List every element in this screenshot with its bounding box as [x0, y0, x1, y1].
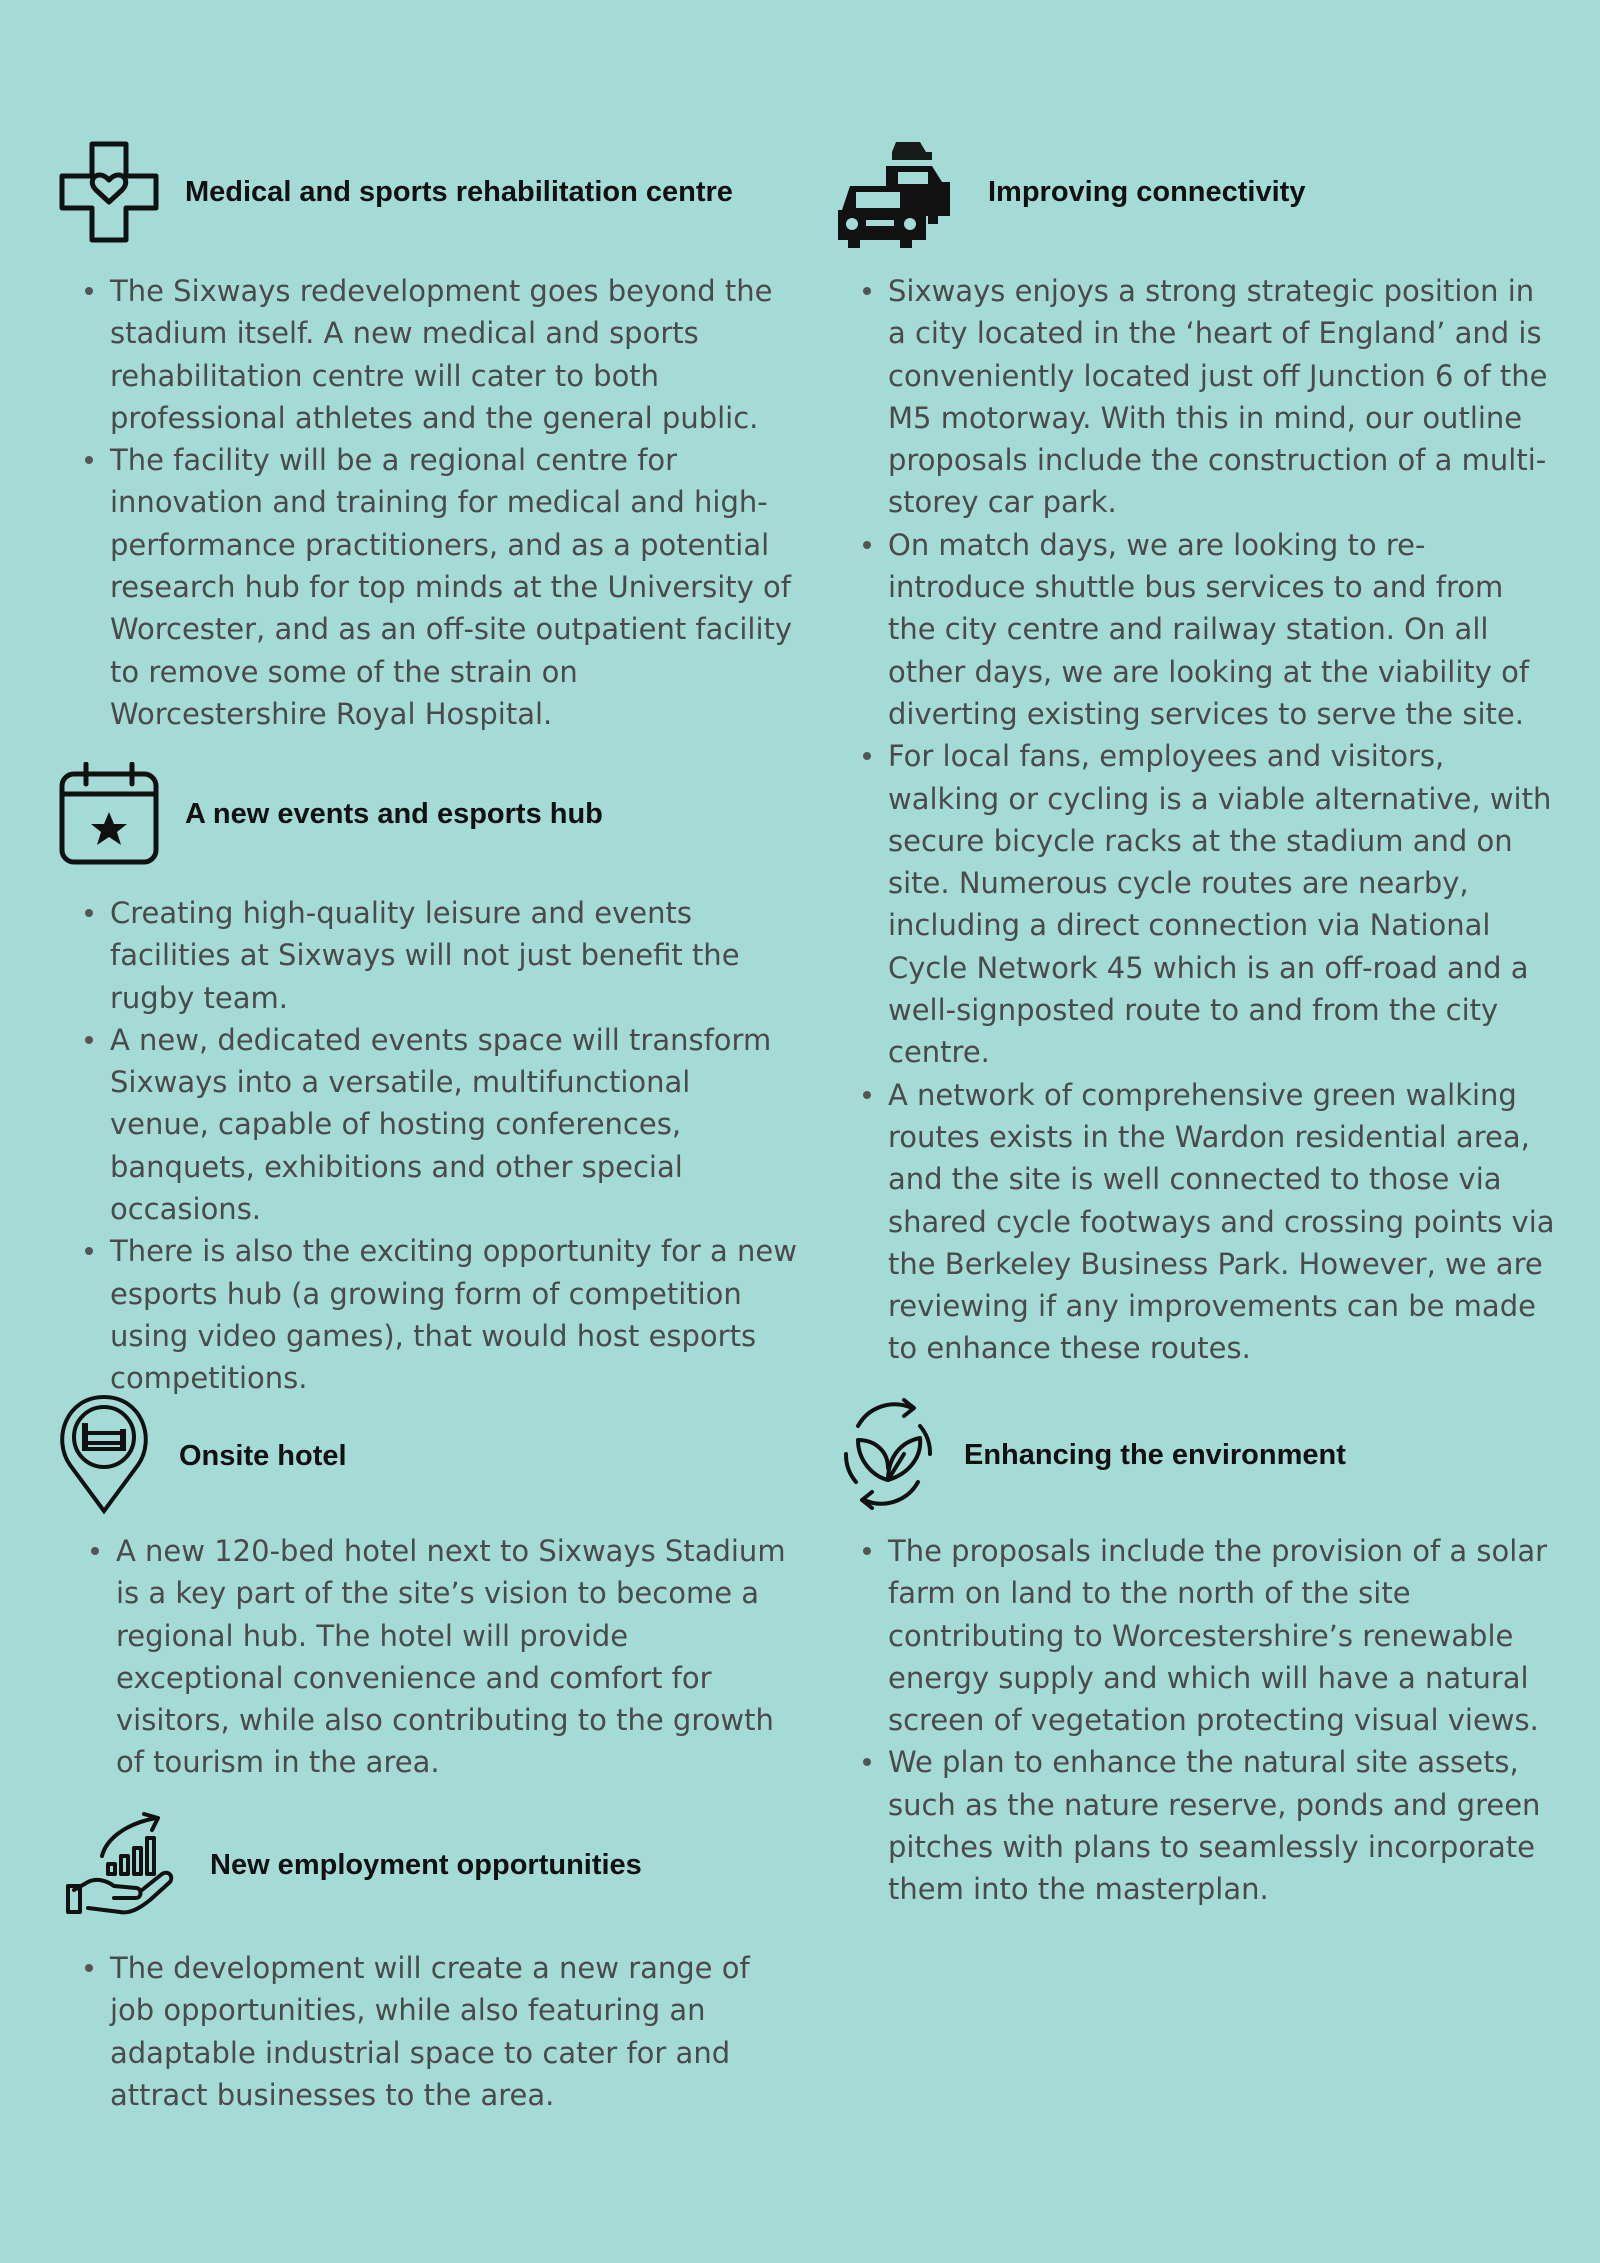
- list-item: We plan to enhance the natural site assets, such as the nature reserve, ponds and green pitches with plans to seamlessly incorporate them into the masterplan.: [888, 1741, 1556, 1910]
- list-item: For local fans, employees and visitors, walking or cycling is a viable alternative, with secure bicycle racks at the stadium and on site. Numerous cycle routes are nearby, including a direct connection via National Cycle Network 45 which is an off-road and a well-signposted route to and from the city centre.: [888, 735, 1556, 1073]
- bullet-list: [58, 270, 798, 735]
- section-title: Improving connectivity: [988, 176, 1306, 208]
- location-pin-bed-icon: [58, 1393, 150, 1515]
- medical-cross-heart-icon: [58, 140, 160, 244]
- list-item: The development will create a new range of job opportunities, while also featuring an adaptable industrial space to cater for and attract businesses to the area.: [110, 1947, 798, 2116]
- section-title: Enhancing the environment: [964, 1439, 1346, 1471]
- list-item: On match days, we are looking to re-introduce shuttle bus services to and from the city centre and railway station. On all other days, we are looking at the viability of diverting existing services to serve the site.: [888, 524, 1556, 735]
- bullet-list: [58, 892, 798, 1400]
- section-title: New employment opportunities: [210, 1849, 642, 1881]
- list-item: A network of comprehensive green walking routes exists in the Wardon residential area, and the site is well connected to those via shared cycle footways and crossing points via the Berkeley Business Park. However, we are reviewing if any improvements can be made to enhance these routes.: [888, 1074, 1556, 1370]
- list-item: Creating high-quality leisure and events facilities at Sixways will not just benefit the rugby team.: [110, 892, 798, 1019]
- list-item: There is also the exciting opportunity for a new esports hub (a growing form of competition using video games), that would host esports competitions.: [110, 1230, 798, 1399]
- cars-icon: [836, 140, 964, 248]
- bullet-list: [64, 1530, 798, 1784]
- hand-growth-chart-icon: [66, 1812, 178, 1922]
- calendar-star-icon: [58, 762, 160, 866]
- list-item: A new 120-bed hotel next to Sixways Stadium is a key part of the site’s vision to become a regional hub. The hotel will provide exceptional convenience and comfort for visitors, while also contributing to the growth of tourism in the area.: [116, 1530, 798, 1784]
- bullet-list: [836, 1530, 1556, 1911]
- leaf-recycle-icon: [836, 1396, 940, 1512]
- list-item: Sixways enjoys a strong strategic position in a city located in the ‘heart of England’ and is conveniently located just off Junction 6 of the M5 motorway. With this in mind, our outline proposals include the construction of a multi-storey car park.: [888, 270, 1556, 524]
- list-item: The Sixways redevelopment goes beyond the stadium itself. A new medical and sports rehabilitation centre will cater to both professional athletes and the general public.: [110, 270, 798, 439]
- list-item: A new, dedicated events space will transform Sixways into a versatile, multifunctional venue, capable of hosting conferences, banquets, exhibitions and other special occasions.: [110, 1019, 798, 1230]
- bullet-list: [58, 1947, 798, 2116]
- section-title: Onsite hotel: [179, 1440, 347, 1472]
- list-item: The proposals include the provision of a solar farm on land to the north of the site contributing to Worcestershire’s renewable energy supply and which will have a natural screen of vegetation protecting visual views.: [888, 1530, 1556, 1741]
- section-title: Medical and sports rehabilitation centre: [185, 176, 733, 208]
- section-title: A new events and esports hub: [185, 798, 603, 830]
- bullet-list: [836, 270, 1556, 1370]
- list-item: The facility will be a regional centre for innovation and training for medical and high-performance practitioners, and as a potential research hub for top minds at the University of Worcester, and as an off-site outpatient facility to remove some of the strain on Worcestershire Royal Hospital.: [110, 439, 798, 735]
